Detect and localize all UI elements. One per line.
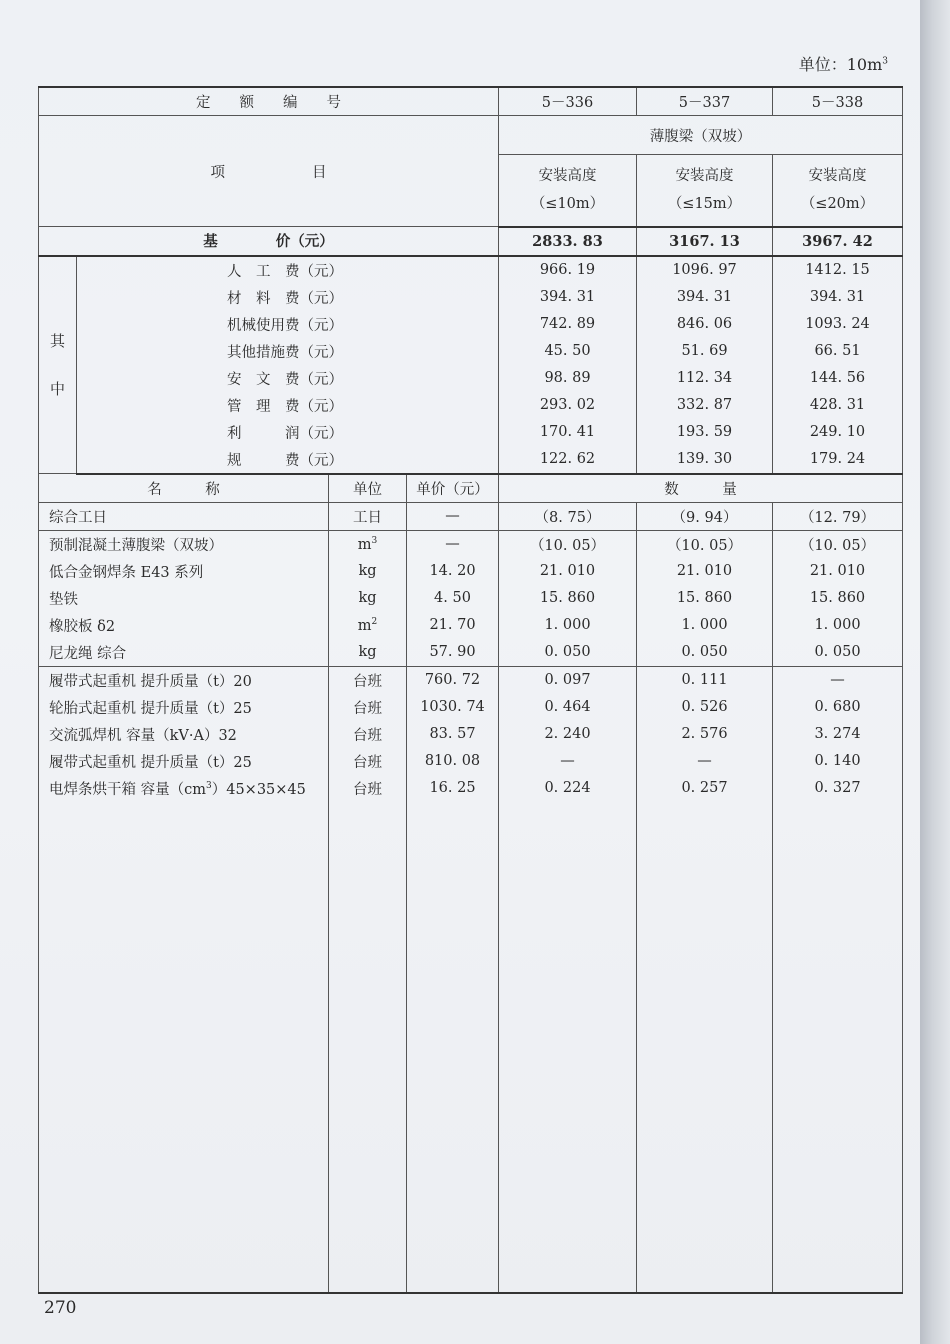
quota-table-wrap xyxy=(38,86,902,1294)
resource-qty: 0. 464 xyxy=(499,694,637,721)
breakdown-item-label: 材 料 费（元） xyxy=(77,284,499,311)
breakdown-value: 98. 89 xyxy=(499,365,637,392)
breakdown-value: 394. 31 xyxy=(773,284,903,311)
resource-name: 尼龙绳 综合 xyxy=(39,639,329,667)
quota-no: 5－336 xyxy=(499,87,637,116)
resource-name: 橡胶板 δ2 xyxy=(39,612,329,639)
resource-unit: 台班 xyxy=(329,721,407,748)
base-price-label: 基 价（元） xyxy=(39,227,499,256)
resource-qty: 0. 050 xyxy=(637,639,773,667)
breakdown-group-label: 其 中 xyxy=(39,256,77,474)
resource-price: 1030. 74 xyxy=(407,694,499,721)
blank-cell xyxy=(773,802,903,1293)
resource-qty: （8. 75） xyxy=(499,502,637,530)
resource-qty: 15. 860 xyxy=(637,585,773,612)
base-price-value: 3967. 42 xyxy=(773,227,903,256)
resource-price: 16. 25 xyxy=(407,775,499,802)
resource-name: 预制混凝土薄腹梁（双坡） xyxy=(39,530,329,558)
breakdown-value: 170. 41 xyxy=(499,419,637,446)
machine-row xyxy=(39,748,903,775)
resource-qty: 0. 050 xyxy=(773,639,903,667)
breakdown-value: 1096. 97 xyxy=(637,256,773,284)
resource-price-header: 单价（元） xyxy=(407,474,499,503)
resource-price: 14. 20 xyxy=(407,558,499,585)
resource-unit: 台班 xyxy=(329,748,407,775)
resource-qty: 0. 050 xyxy=(499,639,637,667)
resource-qty: — xyxy=(637,748,773,775)
resource-qty: （10. 05） xyxy=(637,530,773,558)
resource-name: 交流弧焊机 容量（kV·A）32 xyxy=(39,721,329,748)
breakdown-value: 394. 31 xyxy=(499,284,637,311)
blank-cell xyxy=(39,802,329,1293)
resource-qty: 0. 680 xyxy=(773,694,903,721)
breakdown-item-label: 机械使用费（元） xyxy=(77,311,499,338)
resource-qty: （12. 79） xyxy=(773,502,903,530)
resource-name-header: 名 称 xyxy=(39,474,329,503)
item-label: 项 目 xyxy=(39,116,499,227)
breakdown-value: 139. 30 xyxy=(637,446,773,474)
resource-qty: 0. 224 xyxy=(499,775,637,802)
quota-no: 5－338 xyxy=(773,87,903,116)
resource-price: 83. 57 xyxy=(407,721,499,748)
resource-qty: 0. 140 xyxy=(773,748,903,775)
resource-qty: 2. 576 xyxy=(637,721,773,748)
machine-row xyxy=(39,775,903,802)
breakdown-value: 293. 02 xyxy=(499,392,637,419)
variant-cell: 安装高度 （≤10m） xyxy=(499,155,637,227)
machine-row xyxy=(39,666,903,694)
resource-price: — xyxy=(407,502,499,530)
breakdown-row xyxy=(39,311,903,338)
resource-qty-header: 数 量 xyxy=(499,474,903,503)
resource-qty: 21. 010 xyxy=(499,558,637,585)
base-price-value: 3167. 13 xyxy=(637,227,773,256)
blank-area-row xyxy=(39,802,903,1293)
resource-qty: 1. 000 xyxy=(773,612,903,639)
breakdown-item-label: 利 润（元） xyxy=(77,419,499,446)
breakdown-value: 45. 50 xyxy=(499,338,637,365)
resource-qty: — xyxy=(499,748,637,775)
breakdown-value: 1093. 24 xyxy=(773,311,903,338)
resource-unit: kg xyxy=(329,639,407,667)
resource-price: 810. 08 xyxy=(407,748,499,775)
breakdown-value: 332. 87 xyxy=(637,392,773,419)
resource-name: 垫铁 xyxy=(39,585,329,612)
breakdown-value: 179. 24 xyxy=(773,446,903,474)
page-edge xyxy=(920,0,950,1344)
breakdown-row xyxy=(39,446,903,474)
breakdown-value: 966. 19 xyxy=(499,256,637,284)
base-price-value: 2833. 83 xyxy=(499,227,637,256)
breakdown-value: 51. 69 xyxy=(637,338,773,365)
resource-qty: 2. 240 xyxy=(499,721,637,748)
resource-unit: kg xyxy=(329,585,407,612)
resource-qty: （10. 05） xyxy=(773,530,903,558)
resource-header-row xyxy=(39,474,903,503)
resource-qty: 15. 860 xyxy=(499,585,637,612)
resource-qty: — xyxy=(773,666,903,694)
resource-qty: 1. 000 xyxy=(637,612,773,639)
resource-qty: 3. 274 xyxy=(773,721,903,748)
unit-note: 单位：$10m^3$ xyxy=(798,55,888,74)
quota-no-label: 定 额 编 号 xyxy=(39,87,499,116)
breakdown-value: 394. 31 xyxy=(637,284,773,311)
resource-name: 电焊条烘干箱 容量$(cm^3)45\times 35\times 45$ xyxy=(39,775,329,802)
resource-qty: （10. 05） xyxy=(499,530,637,558)
material-row xyxy=(39,585,903,612)
breakdown-item-label: 安 文 费（元） xyxy=(77,365,499,392)
material-row xyxy=(39,639,903,667)
breakdown-row xyxy=(39,419,903,446)
breakdown-row xyxy=(39,338,903,365)
resource-name: 低合金钢焊条 E43 系列 xyxy=(39,558,329,585)
breakdown-value: 742. 89 xyxy=(499,311,637,338)
resource-qty: 0. 327 xyxy=(773,775,903,802)
resource-name: 履带式起重机 提升质量（t）25 xyxy=(39,748,329,775)
material-row xyxy=(39,530,903,558)
page-number: 270 xyxy=(44,1298,77,1318)
resource-qty: 0. 526 xyxy=(637,694,773,721)
breakdown-item-label: 其他措施费（元） xyxy=(77,338,499,365)
breakdown-row xyxy=(39,365,903,392)
breakdown-item-label: 规 费（元） xyxy=(77,446,499,474)
breakdown-value: 112. 34 xyxy=(637,365,773,392)
blank-cell xyxy=(499,802,637,1293)
group-title: 薄腹梁（双坡） xyxy=(499,116,903,155)
labor-row xyxy=(39,502,903,530)
resource-qty: 1. 000 xyxy=(499,612,637,639)
machine-row xyxy=(39,694,903,721)
variant-cell: 安装高度 （≤20m） xyxy=(773,155,903,227)
breakdown-value: 846. 06 xyxy=(637,311,773,338)
breakdown-value: 144. 56 xyxy=(773,365,903,392)
resource-unit: 工日 xyxy=(329,502,407,530)
quota-number-row xyxy=(39,87,903,116)
quota-no: 5－337 xyxy=(637,87,773,116)
quota-table xyxy=(38,86,903,1294)
variant-cell: 安装高度 （≤15m） xyxy=(637,155,773,227)
resource-name: 综合工日 xyxy=(39,502,329,530)
resource-unit: kg xyxy=(329,558,407,585)
resource-price: 4. 50 xyxy=(407,585,499,612)
breakdown-row xyxy=(39,392,903,419)
breakdown-item-label: 人 工 费（元） xyxy=(77,256,499,284)
resource-qty: 21. 010 xyxy=(637,558,773,585)
resource-name: 履带式起重机 提升质量（t）20 xyxy=(39,666,329,694)
breakdown-value: 249. 10 xyxy=(773,419,903,446)
resource-unit: $m^3$ xyxy=(329,530,407,558)
resource-price: — xyxy=(407,530,499,558)
resource-unit: 台班 xyxy=(329,694,407,721)
resource-unit: 台班 xyxy=(329,666,407,694)
blank-cell xyxy=(637,802,773,1293)
breakdown-value: 66. 51 xyxy=(773,338,903,365)
breakdown-value: 122. 62 xyxy=(499,446,637,474)
breakdown-row xyxy=(39,256,903,284)
resource-price: 21. 70 xyxy=(407,612,499,639)
breakdown-value: 1412. 15 xyxy=(773,256,903,284)
breakdown-row xyxy=(39,284,903,311)
resource-price: 57. 90 xyxy=(407,639,499,667)
breakdown-value: 193. 59 xyxy=(637,419,773,446)
resource-unit: $m^2$ xyxy=(329,612,407,639)
resource-qty: （9. 94） xyxy=(637,502,773,530)
breakdown-value: 428. 31 xyxy=(773,392,903,419)
base-price-row xyxy=(39,227,903,256)
breakdown-item-label: 管 理 费（元） xyxy=(77,392,499,419)
blank-cell xyxy=(407,802,499,1293)
blank-cell xyxy=(329,802,407,1293)
item-header-row xyxy=(39,116,903,155)
resource-qty: 0. 111 xyxy=(637,666,773,694)
resource-qty: 21. 010 xyxy=(773,558,903,585)
machine-row xyxy=(39,721,903,748)
resource-unit-header: 单位 xyxy=(329,474,407,503)
resource-name: 轮胎式起重机 提升质量（t）25 xyxy=(39,694,329,721)
resource-price: 760. 72 xyxy=(407,666,499,694)
resource-qty: 0. 097 xyxy=(499,666,637,694)
material-row xyxy=(39,558,903,585)
material-row xyxy=(39,612,903,639)
resource-qty: 0. 257 xyxy=(637,775,773,802)
resource-unit: 台班 xyxy=(329,775,407,802)
resource-qty: 15. 860 xyxy=(773,585,903,612)
